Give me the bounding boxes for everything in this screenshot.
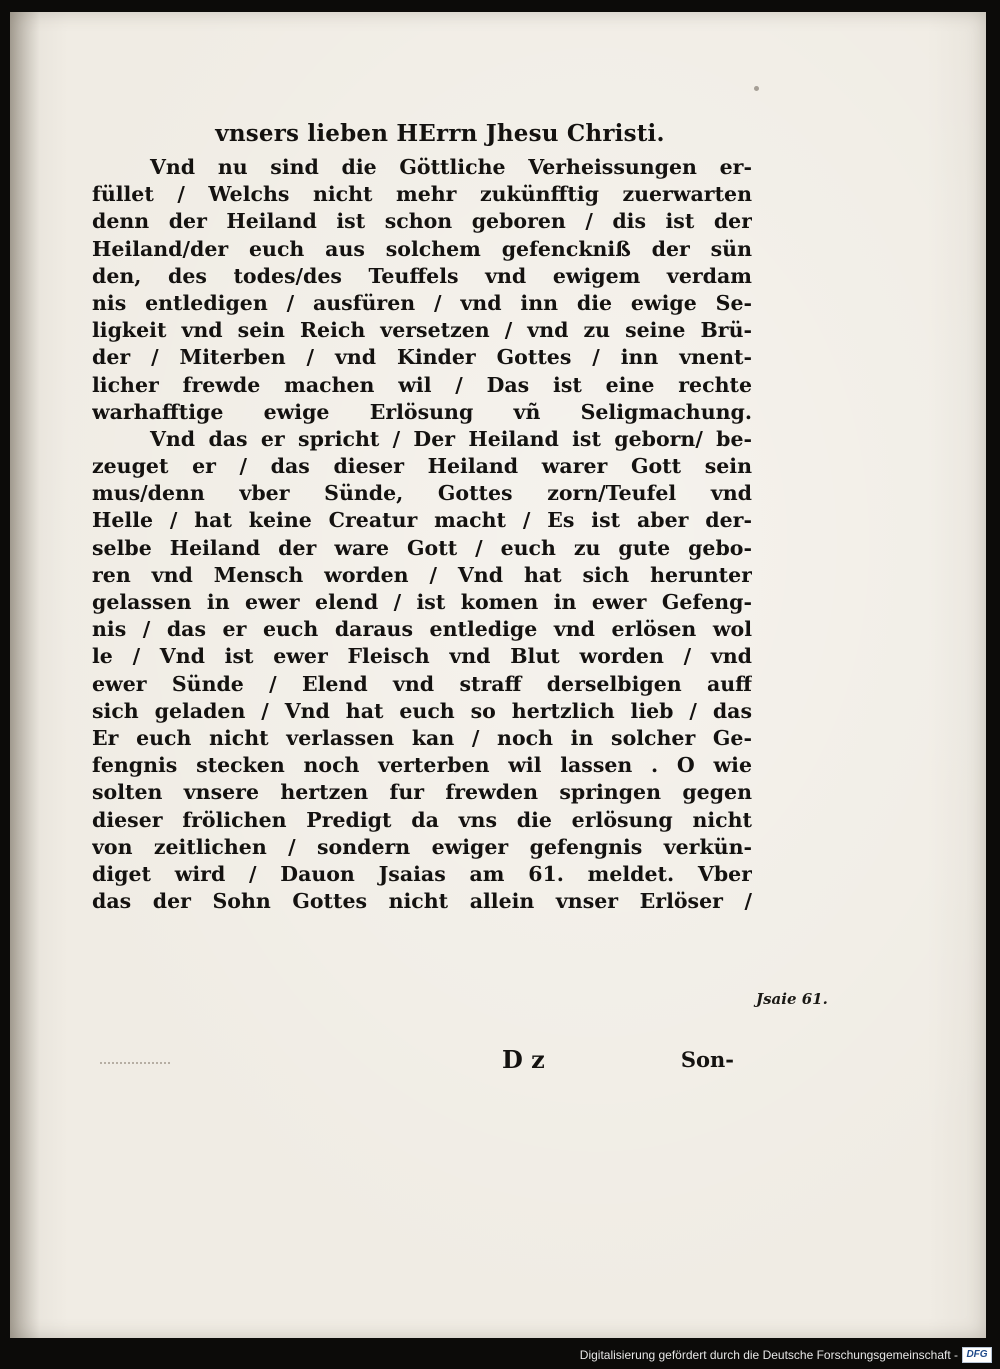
body-text [92,154,752,915]
faded-ink-mark [100,1052,170,1064]
text-line: solten vnsere hertzen fur frewden springen gegen [92,780,752,805]
text-line: den, des todes/des Teuffels vnd ewigem verdam [92,263,752,288]
paper-speck [754,86,759,91]
signature-row [502,1045,734,1081]
text-line: Vnd nu sind die Göttliche Verheissungen er- [150,155,752,179]
text-line: licher frewde machen wil / Das ist eine rechte [92,372,752,397]
text-line: nis entledigen / ausfüren / vnd inn die ewige Se- [92,290,752,315]
text-line: sich geladen / Vnd hat euch so hertzlich lieb / das [92,698,752,723]
text-line: Vnd das er spricht / Der Heiland ist geborn/ be- [150,426,752,451]
text-line: füllet / Welchs nicht mehr zukünfftig zuerwarten [92,182,752,207]
text-line: dieser frölichen Predigt da vns die erlösung nicht [92,807,752,832]
text-line: selbe Heiland der ware Gott / euch zu gute gebo- [92,535,752,560]
text-line: le / Vnd ist ewer Fleisch vnd Blut worden / vnd [92,644,752,669]
text-line: Helle / hat keine Creatur macht / Es ist aber der- [92,508,752,533]
text-line: fengnis stecken noch verterben wil lassen . O wie [92,753,752,778]
text-line: der / Miterben / vnd Kinder Gottes / inn vnent- [92,345,752,370]
text-block [92,114,752,915]
text-line: warhafftige ewige Erlösung vñ Seligmachung. [92,399,752,424]
text-line: ewer Sünde / Elend vnd straff derselbigen auff [92,671,752,696]
text-line: ren vnd Mensch worden / Vnd hat sich herunter [92,562,752,587]
gutter-shadow [10,12,40,1338]
text-line: gelassen in ewer elend / ist komen in ewer Gefeng- [92,590,752,614]
text-line: diget wird / Dauon Jsaias am 61. meldet. Vber [92,861,752,886]
text-line: denn der Heiland ist schon geboren / dis ist der [92,209,752,234]
text-line: das der Sohn Gottes nicht allein vnser Erlöser / [92,889,752,914]
footer-bar [0,1343,1000,1369]
book-page [10,12,986,1338]
signature-mark: D z [502,1045,545,1074]
catchword: Son- [680,1047,734,1072]
text-line: ligkeit vnd sein Reich versetzen / vnd zu seine Brü- [92,318,752,343]
text-line: mus/denn vber Sünde, Gottes zorn/Teufel vnd [92,481,752,506]
text-line: zeuget er / das dieser Heiland warer Gott sein [92,454,752,479]
text-line: Er euch nicht verlassen kan / noch in solcher Ge- [92,725,752,750]
text-line: nis / das er euch daraus entledige vnd erlösen wol [92,617,752,642]
dfg-logo-icon: DFG [962,1347,992,1363]
text-line: Heiland/der euch aus solchem gefenckniß der sün [92,236,752,261]
funding-credit: Digitalisierung gefördert durch die Deutsche Forschungsgemeinschaft - [579,1348,958,1362]
marginal-note: Jsaie 61. [756,990,828,1008]
text-line: von zeitlichen / sondern ewiger gefengnis verkün- [92,834,752,859]
running-head: vnsers lieben HErrn Jhesu Christi. [215,120,665,147]
